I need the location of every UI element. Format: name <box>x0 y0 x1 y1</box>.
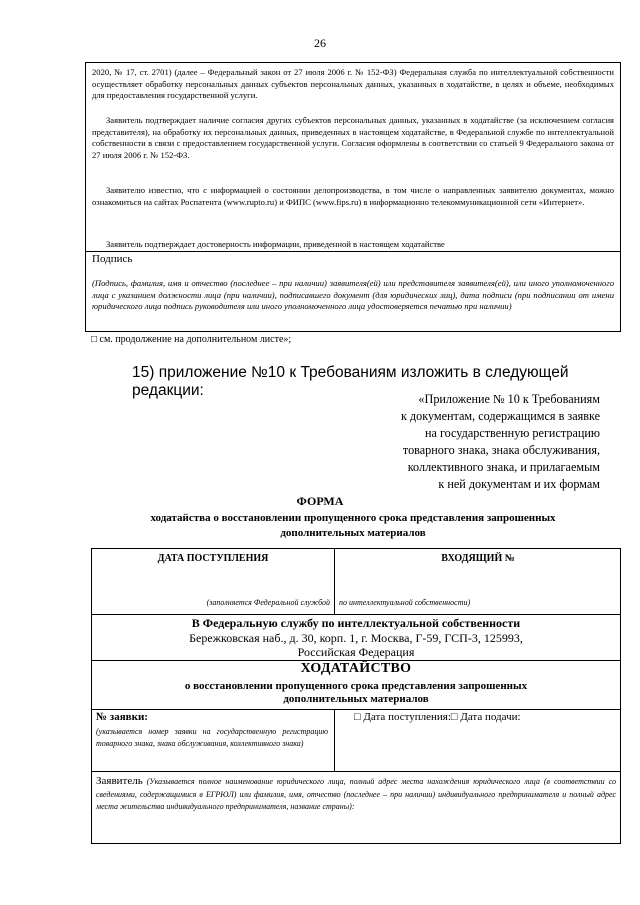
date-received-header: ДАТА ПОСТУПЛЕНИЯ <box>157 553 269 564</box>
form-subtitle-line: дополнительных материалов <box>280 527 426 539</box>
consent-paragraph-4: Заявитель подтверждает достоверность информации, приведенной в настоящем ходатайстве <box>106 239 445 249</box>
application-number-note: (указывается номер заявки на государственную регистрацию товарного знака, знака обслуживания, коллективного знака) <box>96 727 328 748</box>
consent-table <box>85 62 621 332</box>
dates-label: □ Дата поступления:□ Дата подачи: <box>354 711 521 723</box>
addressee-address: Бережковская наб., д. 30, корп. 1, г. Москва, Г-59, ГСП-3, 125993, <box>189 631 523 645</box>
continuation-checkbox-line: □ см. продолжение на дополнительном листе»; <box>91 334 292 345</box>
addressee-country: Российская Федерация <box>297 645 415 659</box>
signature-title: Подпись <box>92 253 133 265</box>
applicant-label: Заявитель <box>96 775 143 787</box>
applicant-note: (Указывается полное наименование юридического лица, полный адрес места нахождения юридического лица (в соответствии со сведениями, содержащимися в ЕГРЮЛ) или фамилия, имя, отчество (последнее – при наличии) индивидуального предпринимателя и полный адрес места жительства индивидуального предпринимателя, название страны): <box>96 777 617 811</box>
consent-paragraph-3: Заявителю известно, что с информацией о состоянии делопроизводства, в том числе о направленных заявителю документах, можно ознакомиться на сайтах Роспатента (www.rupto.ru) и ФИПС (www.fips.ru) в информационно телекоммуникационной сети «Интернет». <box>92 185 614 207</box>
divider <box>92 709 620 710</box>
item-15-heading: 15) приложение №10 к Требованиям изложить в следующей редакции: <box>132 364 569 399</box>
applicant-block <box>96 775 616 814</box>
appendix-line: на государственную регистрацию <box>424 426 600 440</box>
divider <box>334 709 335 771</box>
appendix-line: товарного знака, знака обслуживания, <box>402 443 600 457</box>
divider <box>92 771 620 772</box>
petition-subtitle: о восстановлении пропущенного срока представления запрошенных <box>184 680 528 692</box>
filled-by-note-left: (заполняется Федеральной службой <box>206 598 330 607</box>
appendix-line: к документам, содержащимся в заявке <box>400 409 600 423</box>
appendix-line: к ней документам и их формам <box>438 477 600 491</box>
appendix-line: коллективного знака, и прилагаемым <box>407 460 600 474</box>
petition-title: ХОДАТАЙСТВО <box>300 661 412 676</box>
consent-paragraph-2: Заявитель подтверждает наличие согласия других субъектов персональных данных, указанных в ходатайстве (за исключением согласия представителя), на обработку их персональных данных, приведенных в настоящем ходатайстве, в Федеральной службе по интеллектуальной собственности в связи с предоставлением государственной услуги. Согласия оформлены в соответствии со статьей 9 Федерального закона от 27 июля 2006 г. № 152-ФЗ. <box>92 115 614 160</box>
incoming-number-header: ВХОДЯЩИЙ № <box>441 553 515 564</box>
appendix-block <box>360 391 600 493</box>
petition-subtitle: дополнительных материалов <box>283 693 429 705</box>
divider <box>92 614 620 615</box>
form-title: ФОРМА <box>296 494 344 508</box>
signature-note: (Подпись, фамилия, имя и отчество (последнее – при наличии) заявителя(ей) или представителя заявителя(ей), или иного уполномоченного лица с указанием должности лица (при наличии), подписавшего документ (для юридических лиц), дата подписи (при подписании от имени юридического лица подпись руководителя или иного уполномоченного лица удостоверяется печатью при наличии) <box>92 278 614 311</box>
page-number: 26 <box>314 36 326 50</box>
addressee-line: В Федеральную службу по интеллектуальной собственности <box>191 616 521 630</box>
form-subtitle-line: ходатайства о восстановлении пропущенного срока представления запрошенных <box>150 512 556 524</box>
appendix-line: «Приложение № 10 к Требованиям <box>418 392 600 406</box>
application-number-label: № заявки: <box>96 711 148 723</box>
consent-paragraph-1: 2020, № 17, ст. 2701) (далее – Федеральный закон от 27 июля 2006 г. № 152-ФЗ) Федеральная служба по интеллектуальной собственности осуществляет обработку персональных данных субъектов персональных данных, указанных в ходатайстве, в целях и объеме, необходимых для предоставления государственной услуги. <box>92 67 614 100</box>
filled-by-note-right: по интеллектуальной собственности) <box>339 598 471 607</box>
divider <box>86 251 620 252</box>
petition-form-table <box>91 548 621 844</box>
form-subtitle <box>85 511 621 541</box>
